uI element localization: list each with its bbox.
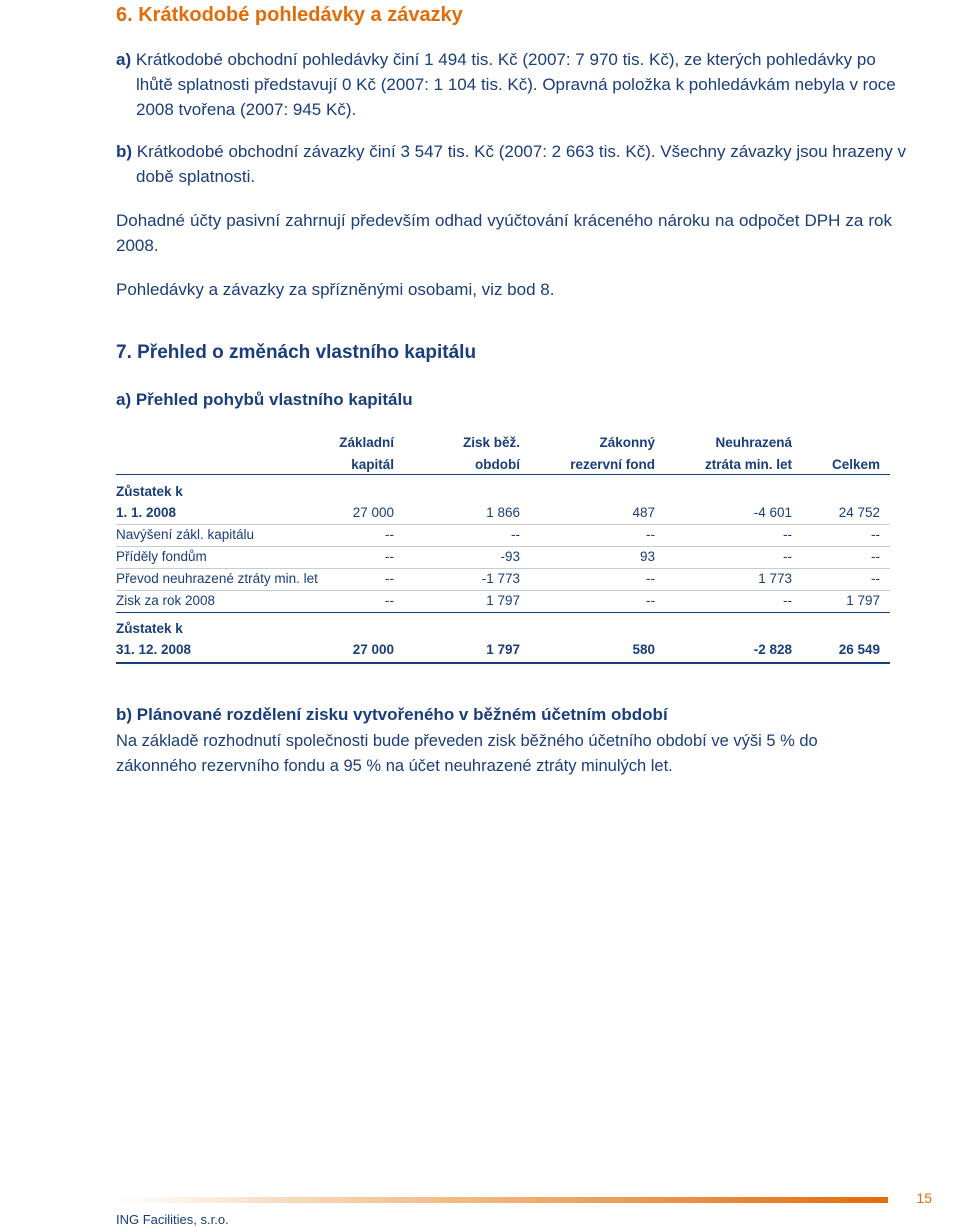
header-line: rezervní fond [570, 457, 655, 472]
cell-zakladni-kapital: -- [385, 527, 394, 542]
header-line: ztráta min. let [704, 457, 792, 472]
section6-paragraph-b [116, 139, 912, 189]
header-line: Celkem [831, 457, 880, 472]
header-line: Zákonný [599, 435, 655, 450]
cell-fond: -- [646, 593, 655, 608]
header-line: kapitál [351, 457, 394, 472]
section7-title: 7. Přehled o změnách vlastního kapitálu [116, 342, 477, 363]
closing-balance-label-row [116, 619, 890, 640]
cell-celkem: -- [871, 527, 880, 542]
opening-balance-label: Zůstatek k [116, 484, 183, 499]
cell-ztrata: -4 601 [753, 505, 792, 520]
cell-zakladni-kapital: -- [385, 549, 394, 564]
cell-celkem: 26 549 [838, 642, 880, 657]
header-zakonny-rezervni-fond [570, 432, 655, 476]
cell-fond: 93 [639, 549, 655, 564]
paragraph-spriznene-osoby: Pohledávky a závazky za spřízněnými osobami, viz bod 8. [116, 280, 555, 299]
row-label: Příděly fondům [116, 549, 207, 564]
cell-zakladni-kapital: -- [385, 571, 394, 586]
cell-celkem: 24 752 [838, 505, 880, 520]
row-label: Převod neuhrazené ztráty min. let [116, 571, 318, 586]
closing-balance-label: Zůstatek k [116, 621, 183, 636]
header-celkem [832, 432, 880, 476]
footer-gradient-bar [116, 1197, 888, 1203]
paragraph-b-label: b) [116, 142, 133, 161]
footer-company-name: ING Facilities, s.r.o. [116, 1212, 229, 1227]
cell-zisk: 1 866 [486, 505, 520, 520]
table-row [116, 591, 890, 613]
table-row [116, 569, 890, 591]
opening-balance-label-row [116, 482, 890, 503]
cell-fond: -- [646, 571, 655, 586]
table-row [116, 525, 890, 547]
cell-zakladni-kapital: 27 000 [352, 642, 394, 657]
cell-ztrata: -- [783, 593, 792, 608]
section6-paragraph-a [116, 47, 912, 122]
table-row-closing [116, 640, 890, 664]
table-row [116, 547, 890, 569]
cell-zakladni-kapital: 27 000 [352, 505, 394, 520]
section7-subtitle-b: b) Plánované rozdělení zisku vytvořeného v běžném účetním období [116, 705, 668, 724]
cell-celkem: 1 797 [846, 593, 880, 608]
table-row-opening [116, 503, 890, 525]
cell-fond: 580 [632, 642, 655, 657]
cell-zisk: 1 797 [486, 593, 520, 608]
page-number: 15 [916, 1190, 932, 1206]
header-neuhrazena-ztrata [705, 432, 792, 476]
cell-ztrata: -- [783, 549, 792, 564]
cell-zisk: -1 773 [481, 571, 520, 586]
cell-zisk: 1 797 [486, 642, 520, 657]
header-line [832, 432, 880, 454]
paragraph-a-text: Krátkodobé obchodní pohledávky činí 1 494 tis. Kč (2007: 7 970 tis. Kč), ze kterých pohledávky po lhůtě splatnosti představují 0 Kč (2007: 1 104 tis. Kč). Opravná položka k pohledávkám nebyla v roce 2008 tvořena (2007: 945 Kč). [135, 50, 896, 119]
cell-fond: 487 [632, 505, 655, 520]
cell-ztrata: -- [783, 527, 792, 542]
cell-fond: -- [646, 527, 655, 542]
paragraph-b-text: Krátkodobé obchodní závazky činí 3 547 tis. Kč (2007: 2 663 tis. Kč). Všechny závazky jsou hrazeny v době splatnosti. [136, 142, 906, 186]
cell-zisk: -93 [500, 549, 520, 564]
paragraph-dohadne-ucty: Dohadné účty pasivní zahrnují především odhad vyúčtování kráceného nároku na odpočet DPH za rok 2008. [116, 211, 892, 255]
cell-zisk: -- [511, 527, 520, 542]
cell-ztrata: -2 828 [753, 642, 792, 657]
header-zakladni-kapital [339, 432, 394, 476]
header-line: období [475, 457, 520, 472]
header-line: Základní [339, 435, 394, 450]
cell-celkem: -- [871, 571, 880, 586]
table-header [116, 432, 890, 476]
cell-ztrata: 1 773 [758, 571, 792, 586]
paragraph-a-label: a) [116, 50, 132, 69]
row-label: 31. 12. 2008 [116, 642, 192, 657]
row-label: Zisk za rok 2008 [116, 593, 216, 608]
row-label: Navýšení zákl. kapitálu [116, 527, 255, 542]
cell-zakladni-kapital: -- [385, 593, 394, 608]
section7-paragraph-b: Na základě rozhodnutí společnosti bude převeden zisk běžného účetního období ve výši 5 % do zákonného rezervního fondu a 95 % na účet neuhrazené ztráty minulých let. [116, 732, 818, 775]
header-zisk-beziho-obdobi [463, 432, 520, 476]
section7-subtitle-a: a) Přehled pohybů vlastního kapitálu [116, 390, 413, 409]
equity-table [116, 432, 890, 664]
section6-title: 6. Krátkodobé pohledávky a závazky [116, 4, 463, 26]
header-divider [116, 474, 890, 475]
header-line: Neuhrazená [715, 435, 792, 450]
header-line: Zisk běž. [462, 435, 520, 450]
cell-celkem: -- [871, 549, 880, 564]
row-label: 1. 1. 2008 [116, 505, 177, 520]
